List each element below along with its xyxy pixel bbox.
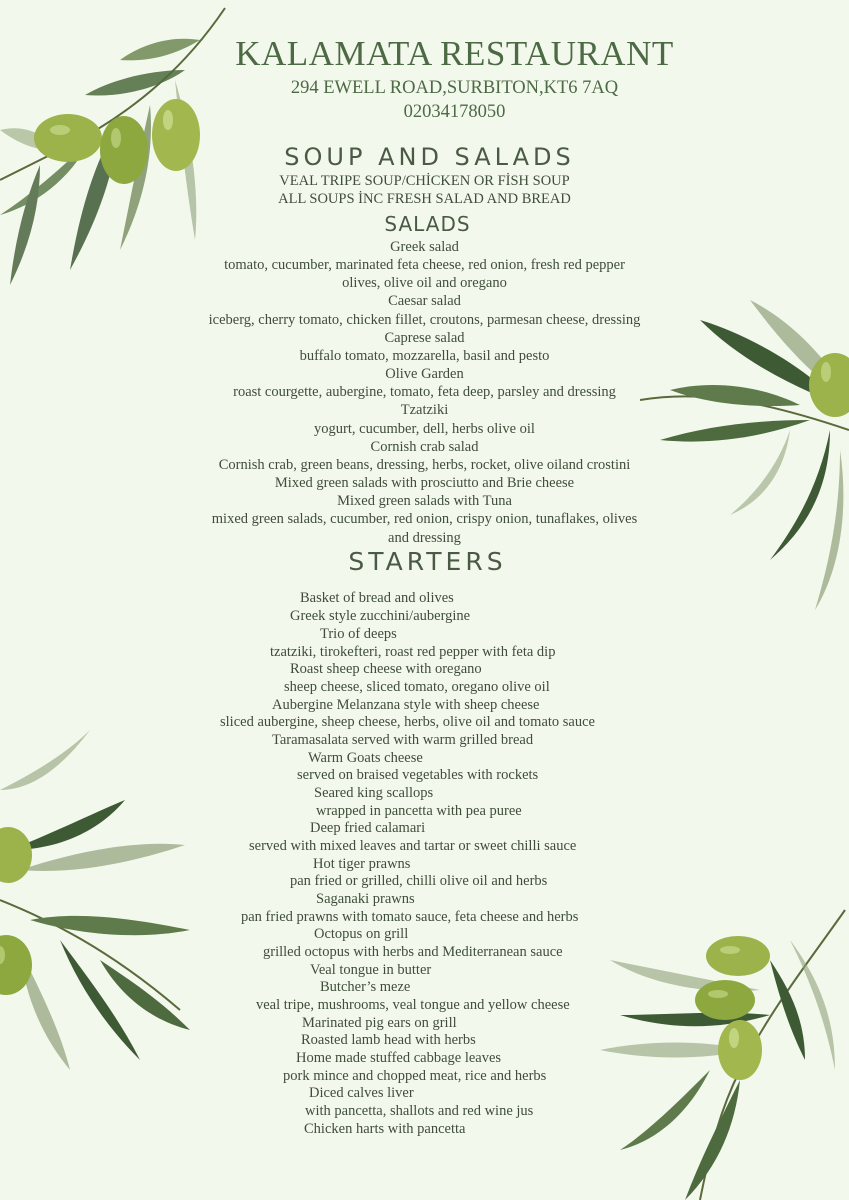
- salad-line: Cornish crab, green beans, dressing, herbs, rocket, olive oiland crostini: [218, 457, 631, 473]
- starter-line: sliced aubergine, sheep cheese, herbs, olive oil and tomato sauce: [220, 714, 595, 730]
- starter-line: Basket of bread and olives: [300, 590, 454, 606]
- starter-line: with pancetta, shallots and red wine jus: [305, 1103, 534, 1119]
- salad-line: Mixed green salads with prosciutto and Brie cheese: [274, 475, 575, 491]
- starter-line: pork mince and chopped meat, rice and herbs: [283, 1068, 547, 1084]
- soup-line-2: ALL SOUPS İNC FRESH SALAD AND BREAD: [278, 191, 571, 207]
- starter-line: Saganaki prawns: [316, 891, 415, 907]
- starter-line: pan fried prawns with tomato sauce, feta cheese and herbs: [241, 909, 579, 925]
- starter-line: Marinated pig ears on grill: [302, 1015, 457, 1031]
- starter-line: Trio of deeps: [320, 626, 397, 642]
- starter-line: pan fried or grilled, chilli olive oil and herbs: [290, 873, 548, 889]
- salad-line: tomato, cucumber, marinated feta cheese, red onion, fresh red pepper: [224, 257, 625, 273]
- starters-heading: STARTERS: [348, 547, 507, 576]
- restaurant-address: 294 EWELL ROAD,SURBITON,KT6 7AQ: [290, 78, 619, 98]
- salad-line: and dressing: [388, 530, 461, 546]
- salad-line: Cornish crab salad: [370, 439, 479, 455]
- salads-heading: SALADS: [384, 212, 471, 236]
- restaurant-phone: 02034178050: [403, 102, 506, 122]
- starter-line: tzatziki, tirokefteri, roast red pepper with feta dip: [270, 644, 556, 660]
- salad-line: Greek salad: [390, 239, 459, 255]
- salad-line: buffalo tomato, mozzarella, basil and pesto: [299, 348, 550, 364]
- soup-and-salads-heading: SOUP AND SALADS: [284, 143, 575, 171]
- soup-line-1: VEAL TRIPE SOUP/CHİCKEN OR FİSH SOUP: [279, 173, 570, 189]
- salad-line: Olive Garden: [385, 366, 464, 382]
- starter-line: Taramasalata served with warm grilled bread: [272, 732, 534, 748]
- starter-line: Butcher’s meze: [320, 979, 411, 995]
- starter-line: Veal tongue in butter: [310, 962, 432, 978]
- starter-line: veal tripe, mushrooms, veal tongue and yellow cheese: [256, 997, 570, 1013]
- starter-line: grilled octopus with herbs and Mediterranean sauce: [263, 944, 563, 960]
- salad-line: yogurt, cucumber, dell, herbs olive oil: [314, 421, 535, 437]
- salad-line: roast courgette, aubergine, tomato, feta deep, parsley and dressing: [233, 384, 616, 400]
- starter-line: Diced calves liver: [309, 1085, 414, 1101]
- starter-line: Hot tiger prawns: [313, 856, 411, 872]
- olive-branch-bottom-left-icon: [0, 730, 200, 1070]
- salad-line: mixed green salads, cucumber, red onion, crispy onion, tunaflakes, olives: [211, 511, 638, 527]
- starter-line: Octopus on grill: [314, 926, 409, 942]
- starter-line: Home made stuffed cabbage leaves: [296, 1050, 502, 1066]
- salad-line: iceberg, cherry tomato, chicken fillet, croutons, parmesan cheese, dressing: [208, 312, 641, 328]
- starter-line: Warm Goats cheese: [308, 750, 423, 766]
- starter-line: Chicken harts with pancetta: [304, 1121, 466, 1137]
- salad-line: Mixed green salads with Tuna: [337, 493, 512, 509]
- starter-line: Greek style zucchini/aubergine: [290, 608, 471, 624]
- salad-line: olives, olive oil and oregano: [342, 275, 507, 291]
- starter-line: Roast sheep cheese with oregano: [290, 661, 482, 677]
- starter-line: Seared king scallops: [314, 785, 434, 801]
- starter-line: Deep fried calamari: [310, 820, 426, 836]
- restaurant-name: KALAMATA RESTAURANT: [235, 34, 674, 73]
- salad-line: Caesar salad: [388, 293, 461, 309]
- starter-line: Aubergine Melanzana style with sheep cheese: [272, 697, 540, 713]
- salad-line: Tzatziki: [400, 402, 449, 418]
- starter-line: served on braised vegetables with rockets: [297, 767, 539, 783]
- starter-line: sheep cheese, sliced tomato, oregano olive oil: [284, 679, 550, 695]
- starter-line: Roasted lamb head with herbs: [301, 1032, 476, 1048]
- olive-branch-bottom-right-icon: [590, 900, 849, 1200]
- starter-line: wrapped in pancetta with pea puree: [316, 803, 522, 819]
- starter-line: served with mixed leaves and tartar or sweet chilli sauce: [249, 838, 577, 854]
- salad-line: Caprese salad: [384, 330, 465, 346]
